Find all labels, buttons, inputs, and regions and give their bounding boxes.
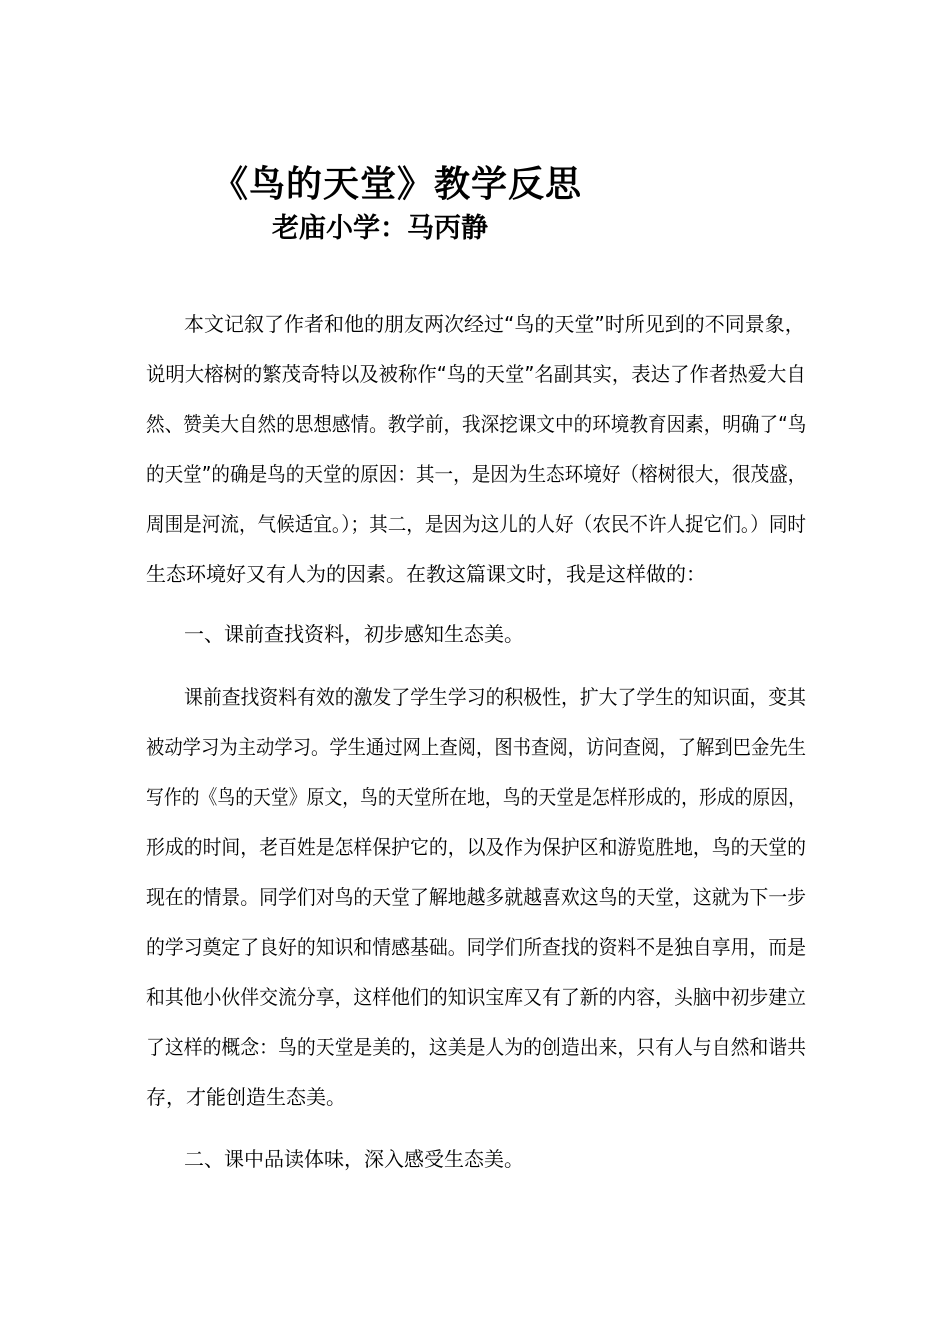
paragraph-2-line: 写作的《鸟的天堂》原文，鸟的天堂所在地，鸟的天堂是怎样形成的，形成的原因， (146, 785, 806, 809)
paragraph-1-line: 说明大榕树的繁茂奇特以及被称作“鸟的天堂”名副其实，表达了作者热爱大自 (146, 362, 806, 386)
paragraph-2-line: 和其他小伙伴交流分享，这样他们的知识宝库又有了新的内容，头脑中初步建立 (146, 985, 806, 1009)
paragraph-1-line: 周围是河流，气候适宜。）；其二，是因为这儿的人好（农民不许人捉它们。）同时 (146, 512, 806, 536)
paragraph-2-line: 课前查找资料有效的激发了学生学习的积极性，扩大了学生的知识面，变其 (184, 685, 806, 709)
section-heading-2: 二、课中品读体味，深入感受生态美。 (184, 1147, 524, 1171)
paragraph-1-line: 生态环境好又有人为的因素。在教这篇课文时，我是这样做的： (146, 562, 706, 586)
paragraph-2-line: 的学习奠定了良好的知识和情感基础。同学们所查找的资料不是独自享用，而是 (146, 935, 806, 959)
document-title: 《鸟的天堂》教学反思 (212, 164, 583, 205)
paragraph-2-line: 存，才能创造生态美。 (146, 1085, 346, 1109)
section-heading-1: 一、课前查找资料，初步感知生态美。 (184, 622, 524, 646)
paragraph-2-line: 现在的情景。同学们对鸟的天堂了解地越多就越喜欢这鸟的天堂，这就为下一步 (146, 885, 806, 909)
paragraph-1-line: 然、赞美大自然的思想感情。教学前，我深挖课文中的环境教育因素，明确了“鸟 (146, 412, 807, 436)
paragraph-2-line: 被动学习为主动学习。学生通过网上查阅，图书查阅，访问查阅，了解到巴金先生 (146, 735, 806, 759)
paragraph-2-line: 形成的时间，老百姓是怎样保护它的，以及作为保护区和游览胜地，鸟的天堂的 (146, 835, 806, 859)
paragraph-1-line: 的天堂”的确是鸟的天堂的原因：其一，是因为生态环境好（榕树很大，很茂盛， (146, 462, 807, 486)
document-author: 老庙小学：马丙静 (272, 213, 488, 244)
paragraph-2-line: 了这样的概念：鸟的天堂是美的，这美是人为的创造出来，只有人与自然和谐共 (146, 1035, 806, 1059)
paragraph-1-line: 本文记叙了作者和他的朋友两次经过“鸟的天堂”时所见到的不同景象， (184, 312, 805, 336)
